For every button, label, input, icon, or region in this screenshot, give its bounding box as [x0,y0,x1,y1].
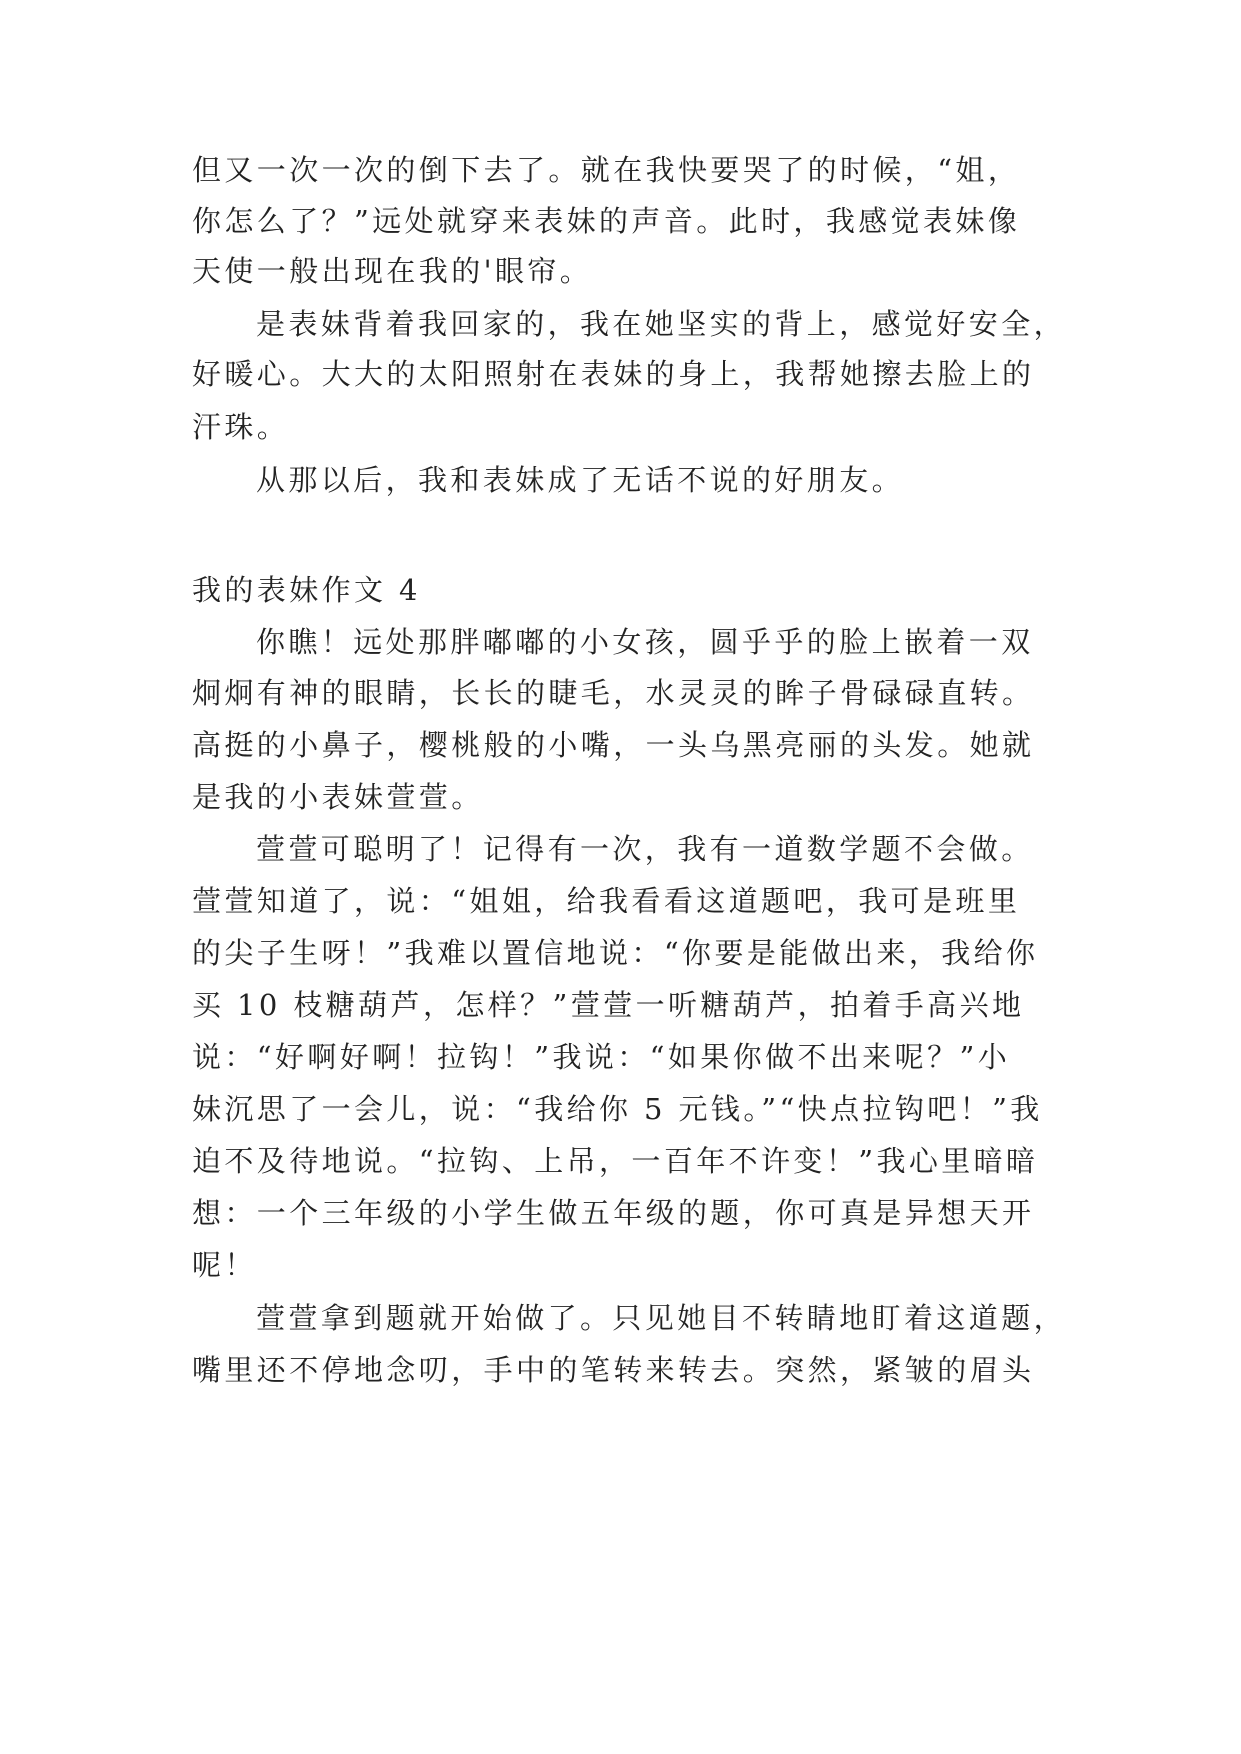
text-line: 的尖子生呀！”我难以置信地说：“你要是能做出来，我给你 [192,936,1039,970]
text-line: 嘴里还不停地念叨，手中的笔转来转去。突然，紧皱的眉头 [192,1353,1035,1387]
text-line: 想：一个三年级的小学生做五年级的题，你可真是异想天开 [192,1196,1035,1230]
text-line: 你怎么了？”远处就穿来表妹的声音。此时，我感觉表妹像 [192,204,1021,238]
text-line: 呢！ [192,1248,257,1282]
text-line: 汗珠。 [192,410,290,444]
text-line: 是我的小表妹萱萱。 [192,780,484,814]
text-line: 萱萱拿到题就开始做了。只见她目不转睛地盯着这道题， [256,1301,1067,1335]
text-line: 萱萱可聪明了！记得有一次，我有一道数学题不会做。 [256,832,1034,866]
text-line: 高挺的小鼻子，樱桃般的小嘴，一头乌黑亮丽的头发。她就 [192,728,1035,762]
text-line: 是表妹背着我回家的，我在她坚实的背上，感觉好安全， [256,307,1067,341]
section-heading: 我的表妹作文 4 [192,573,421,607]
text-line: 天使一般出现在我的'眼帘。 [192,254,593,288]
text-line: 妹沉思了一会儿，说：“我给你 5 元钱。”“快点拉钩吧！”我 [192,1092,1043,1126]
text-line: 好暖心。大大的太阳照射在表妹的身上，我帮她擦去脸上的 [192,357,1035,391]
text-line: 说：“好啊好啊！拉钩！”我说：“如果你做不出来呢？”小 [192,1040,1011,1074]
text-line: 炯炯有神的眼睛，长长的睫毛，水灵灵的眸子骨碌碌直转。 [192,676,1035,710]
text-line: 但又一次一次的倒下去了。就在我快要哭了的时候，“姐， [192,153,1021,187]
text-line: 买 10 枝糖葫芦，怎样？”萱萱一听糖葫芦，拍着手高兴地 [192,988,1025,1022]
text-line: 你瞧！远处那胖嘟嘟的小女孩，圆乎乎的脸上嵌着一双 [256,625,1034,659]
text-line: 从那以后，我和表妹成了无话不说的好朋友。 [256,463,905,497]
text-line: 迫不及待地说。“拉钩、上吊，一百年不许变！”我心里暗暗 [192,1144,1039,1178]
text-line: 萱萱知道了，说：“姐姐，给我看看这道题吧，我可是班里 [192,884,1021,918]
